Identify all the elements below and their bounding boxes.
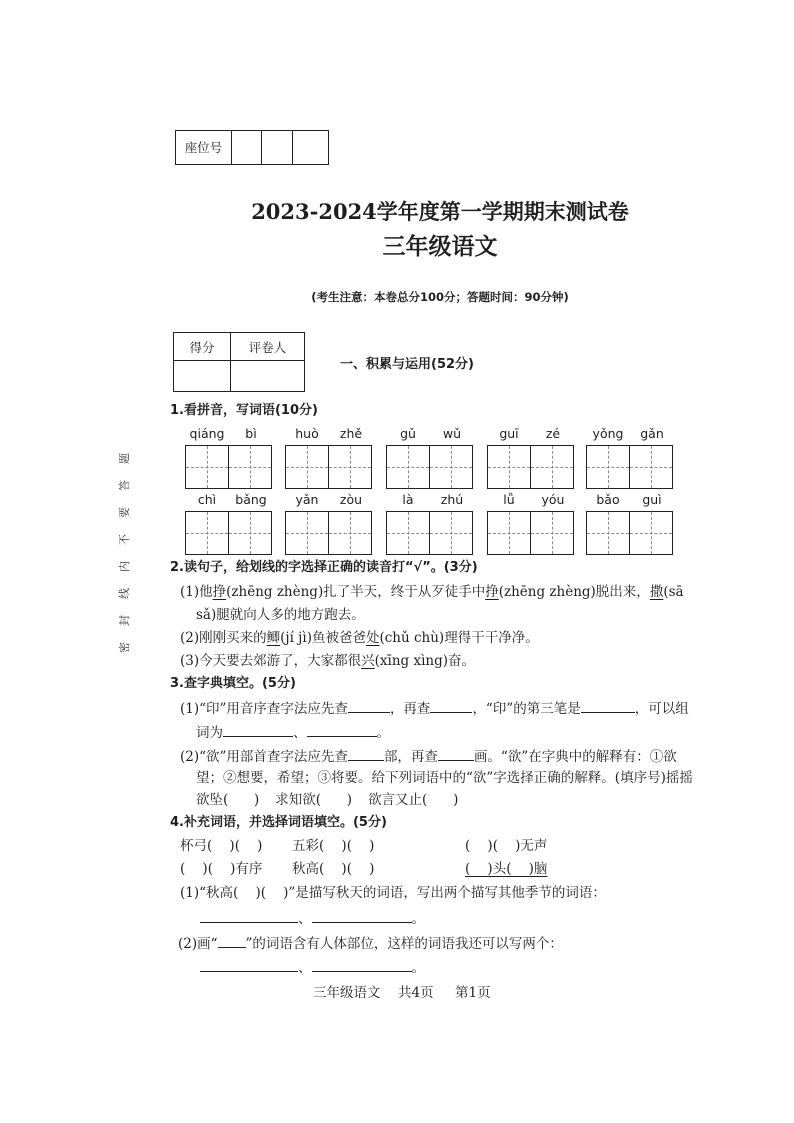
- pinyin-row: [185, 492, 273, 511]
- sentence-text: (chǔ chù)理得干干净净。: [379, 630, 539, 646]
- pinyin-syllable: là: [402, 492, 414, 507]
- q3-item-2: [180, 745, 677, 767]
- pinyin-syllable: huò: [295, 426, 319, 441]
- pinyin-row: [185, 426, 273, 445]
- score-table: [173, 332, 305, 392]
- pinyin-word: [185, 492, 273, 555]
- writing-cell: [286, 512, 328, 554]
- sentence-text: (3)今天要去郊游了，大家都很: [180, 653, 362, 669]
- writing-cell: [429, 446, 472, 488]
- footer-page-number: 第1页: [455, 985, 491, 1001]
- pinyin-word: [185, 426, 273, 489]
- idiom-item: ( )( )无声: [465, 838, 548, 854]
- score-label: 得分: [174, 333, 231, 361]
- pinyin-row: [487, 492, 575, 511]
- question-1-heading: 1.看拼音，写词语(10分): [170, 403, 318, 418]
- writing-cell: [186, 512, 228, 554]
- idiom-item: 杯弓( )( ): [180, 838, 263, 854]
- q3-item-1: [180, 697, 689, 719]
- sentence-text: (xīng xìng)奋。: [374, 653, 475, 669]
- q3-item-1-continued: [196, 721, 390, 743]
- pinyin-syllable: qiáng: [189, 426, 225, 441]
- question-text: (2)画“: [178, 936, 218, 952]
- writing-cell: [530, 446, 573, 488]
- pinyin-syllable: bǎng: [235, 492, 267, 507]
- writing-cell: [629, 512, 672, 554]
- q2-item-2: [180, 628, 539, 648]
- writing-cell: [629, 446, 672, 488]
- sentence-text: (sā: [663, 584, 684, 600]
- grader-label: 评卷人: [231, 333, 305, 361]
- choice-item: 欲言又止( ): [368, 792, 459, 808]
- pinyin-word: [285, 492, 373, 555]
- period: 。: [411, 911, 425, 927]
- underline-sample: [218, 932, 246, 948]
- writing-cell: [228, 446, 271, 488]
- writing-cell: [286, 446, 328, 488]
- question-3-heading: 3.查字典填空。(5分): [170, 676, 296, 691]
- writing-cell: [387, 512, 429, 554]
- pinyin-syllable: zòu: [339, 492, 363, 507]
- idiom-item: 五彩( )( ): [292, 838, 375, 854]
- answer-blank: [348, 697, 390, 713]
- exam-subtitle: 三年级语文: [382, 233, 498, 260]
- answer-blank: [438, 745, 474, 761]
- question-text: ，再查: [389, 701, 431, 717]
- tianzige-grid: [487, 511, 574, 555]
- q4-sub-2-answer: [200, 956, 425, 978]
- choice-item: 欲坠( ): [196, 792, 260, 808]
- tianzige-grid: [185, 511, 272, 555]
- question-text: ”的词语含有人体部位，这样的词语我还可以写两个：: [245, 936, 563, 952]
- sentence-text: (jí jì)鱼被爸爸: [280, 630, 366, 646]
- answer-blank: [200, 956, 298, 972]
- answer-blank: [223, 721, 293, 737]
- sentence-text: (1)他: [180, 584, 213, 600]
- pinyin-word: [285, 426, 373, 489]
- pinyin-syllable: yǎn: [295, 492, 319, 507]
- footer-subject: 三年级语文: [313, 985, 381, 1001]
- writing-cell: [488, 446, 530, 488]
- pinyin-syllable: bì: [245, 426, 257, 441]
- q3-item-2-choices: [196, 790, 458, 810]
- answer-blank: [581, 697, 635, 713]
- writing-cell: [587, 446, 629, 488]
- seat-number-cell: [232, 131, 262, 164]
- period: 。: [411, 960, 425, 976]
- writing-cell: [429, 512, 472, 554]
- writing-cell: [488, 512, 530, 554]
- question-text: 望；②想要，希望；③将要。给下列词语中的“欲”字选择正确的解释。(填序号)摇摇: [196, 770, 693, 786]
- underlined-char: 挣: [485, 584, 499, 600]
- pinyin-word: [487, 426, 575, 489]
- exam-title: 2023-2024学年度第一学期期末测试卷: [251, 199, 629, 224]
- question-text: 词为: [196, 725, 223, 741]
- question-4-heading: 4.补充词语，并选择词语填空。(5分): [170, 815, 387, 830]
- q2-item-3: [180, 651, 475, 671]
- section-heading: 一、积累与运用(52分): [340, 357, 474, 372]
- question-text: ，可以组: [634, 701, 689, 717]
- pinyin-syllable: bǎo: [596, 492, 620, 507]
- pinyin-syllable: guī: [499, 426, 519, 441]
- pinyin-row: [586, 426, 674, 445]
- binding-line-warning: 密封线内不要答题: [118, 437, 131, 653]
- writing-cell: [228, 512, 271, 554]
- tianzige-grid: [386, 445, 473, 489]
- pinyin-syllable: lǚ: [503, 492, 515, 507]
- choice-item: 求知欲( ): [275, 792, 353, 808]
- tianzige-grid: [386, 511, 473, 555]
- tianzige-grid: [586, 445, 673, 489]
- separator: 、: [298, 960, 312, 976]
- separator: 、: [298, 911, 312, 927]
- pinyin-row: [285, 492, 373, 511]
- tianzige-grid: [586, 511, 673, 555]
- pinyin-word: [586, 492, 674, 555]
- writing-cell: [387, 446, 429, 488]
- answer-blank: [312, 956, 412, 972]
- idiom-item-underlined: ( )头( )脑: [465, 861, 548, 877]
- sentence-text: sǎ)腿就向人多的地方跑去。: [196, 607, 365, 623]
- pinyin-syllable: zé: [545, 426, 561, 441]
- idiom-item: ( )( )有序: [180, 861, 263, 877]
- idiom-item: 秋高( )( ): [292, 861, 375, 877]
- seat-number-cell: [293, 131, 328, 164]
- writing-cell: [530, 512, 573, 554]
- question-text: 部，再查: [383, 749, 438, 765]
- writing-cell: [186, 446, 228, 488]
- q2-item-1-continued: [196, 605, 365, 625]
- tianzige-grid: [487, 445, 574, 489]
- pinyin-row: [386, 426, 474, 445]
- q4-sub-1: (1)“秋高( )( )”是描写秋天的词语，写出两个描写其他季节的词语：: [180, 885, 606, 901]
- answer-blank: [307, 721, 377, 737]
- sentence-text: (zhēng zhèng)脱出来，: [498, 584, 650, 600]
- seat-number-box: [175, 130, 329, 165]
- answer-blank: [348, 745, 384, 761]
- sentence-text: (2)刚刚买来的: [180, 630, 267, 646]
- pinyin-row: [386, 492, 474, 511]
- score-cell: [174, 361, 231, 392]
- exam-note: (考生注意：本卷总分100分；答题时间：90分钟): [311, 290, 569, 304]
- q4-sub-2: [178, 932, 563, 954]
- seat-number-cell: [262, 131, 293, 164]
- question-text: 画。“欲”在字典中的解释有：①欲: [473, 749, 677, 765]
- writing-cell: [328, 512, 371, 554]
- question-text: (2)“欲”用部首查字法应先查: [180, 749, 348, 765]
- tianzige-grid: [185, 445, 272, 489]
- q4-sub-1-answer: [200, 907, 425, 929]
- tianzige-grid: [285, 511, 372, 555]
- pinyin-row: [487, 426, 575, 445]
- pinyin-syllable: zhě: [339, 426, 363, 441]
- underlined-char: 撒: [649, 584, 664, 600]
- pinyin-syllable: guì: [642, 492, 662, 507]
- pinyin-word: [487, 492, 575, 555]
- pinyin-syllable: gǎn: [640, 426, 664, 441]
- question-text: (1)“印”用音序查字法应先查: [180, 701, 348, 717]
- pinyin-syllable: chì: [197, 492, 217, 507]
- sentence-text: (zhēng zhèng)扎了半天，终于从歹徒手中: [226, 584, 486, 600]
- seat-number-label: 座位号: [176, 131, 232, 164]
- pinyin-row: [586, 492, 674, 511]
- question-text: 。: [376, 725, 390, 741]
- pinyin-syllable: wǔ: [442, 426, 462, 441]
- footer-total-pages: 共4页: [398, 985, 434, 1001]
- question-text: 、: [293, 725, 307, 741]
- underlined-char: 鲫: [266, 630, 281, 646]
- question-text: ，“印”的第三笔是: [472, 701, 581, 717]
- q2-item-1: [180, 582, 684, 602]
- question-2-heading: 2.读句子，给划线的字选择正确的读音打“√”。(3分): [170, 560, 478, 575]
- pinyin-word: [386, 492, 474, 555]
- underlined-char: 兴: [361, 653, 375, 669]
- underlined-char: 挣: [212, 584, 227, 600]
- pinyin-syllable: yóu: [541, 492, 565, 507]
- writing-cell: [328, 446, 371, 488]
- writing-cell: [587, 512, 629, 554]
- pinyin-word: [586, 426, 674, 489]
- underlined-char: 处: [365, 630, 380, 646]
- answer-blank: [312, 907, 412, 923]
- tianzige-grid: [285, 445, 372, 489]
- answer-blank: [200, 907, 298, 923]
- pinyin-syllable: gǔ: [400, 426, 416, 441]
- pinyin-syllable: zhú: [440, 492, 464, 507]
- grader-cell: [231, 361, 305, 392]
- answer-blank: [430, 697, 472, 713]
- q3-item-2-continued: [196, 768, 693, 788]
- pinyin-word: [386, 426, 474, 489]
- pinyin-syllable: yǒng: [592, 426, 624, 441]
- pinyin-row: [285, 426, 373, 445]
